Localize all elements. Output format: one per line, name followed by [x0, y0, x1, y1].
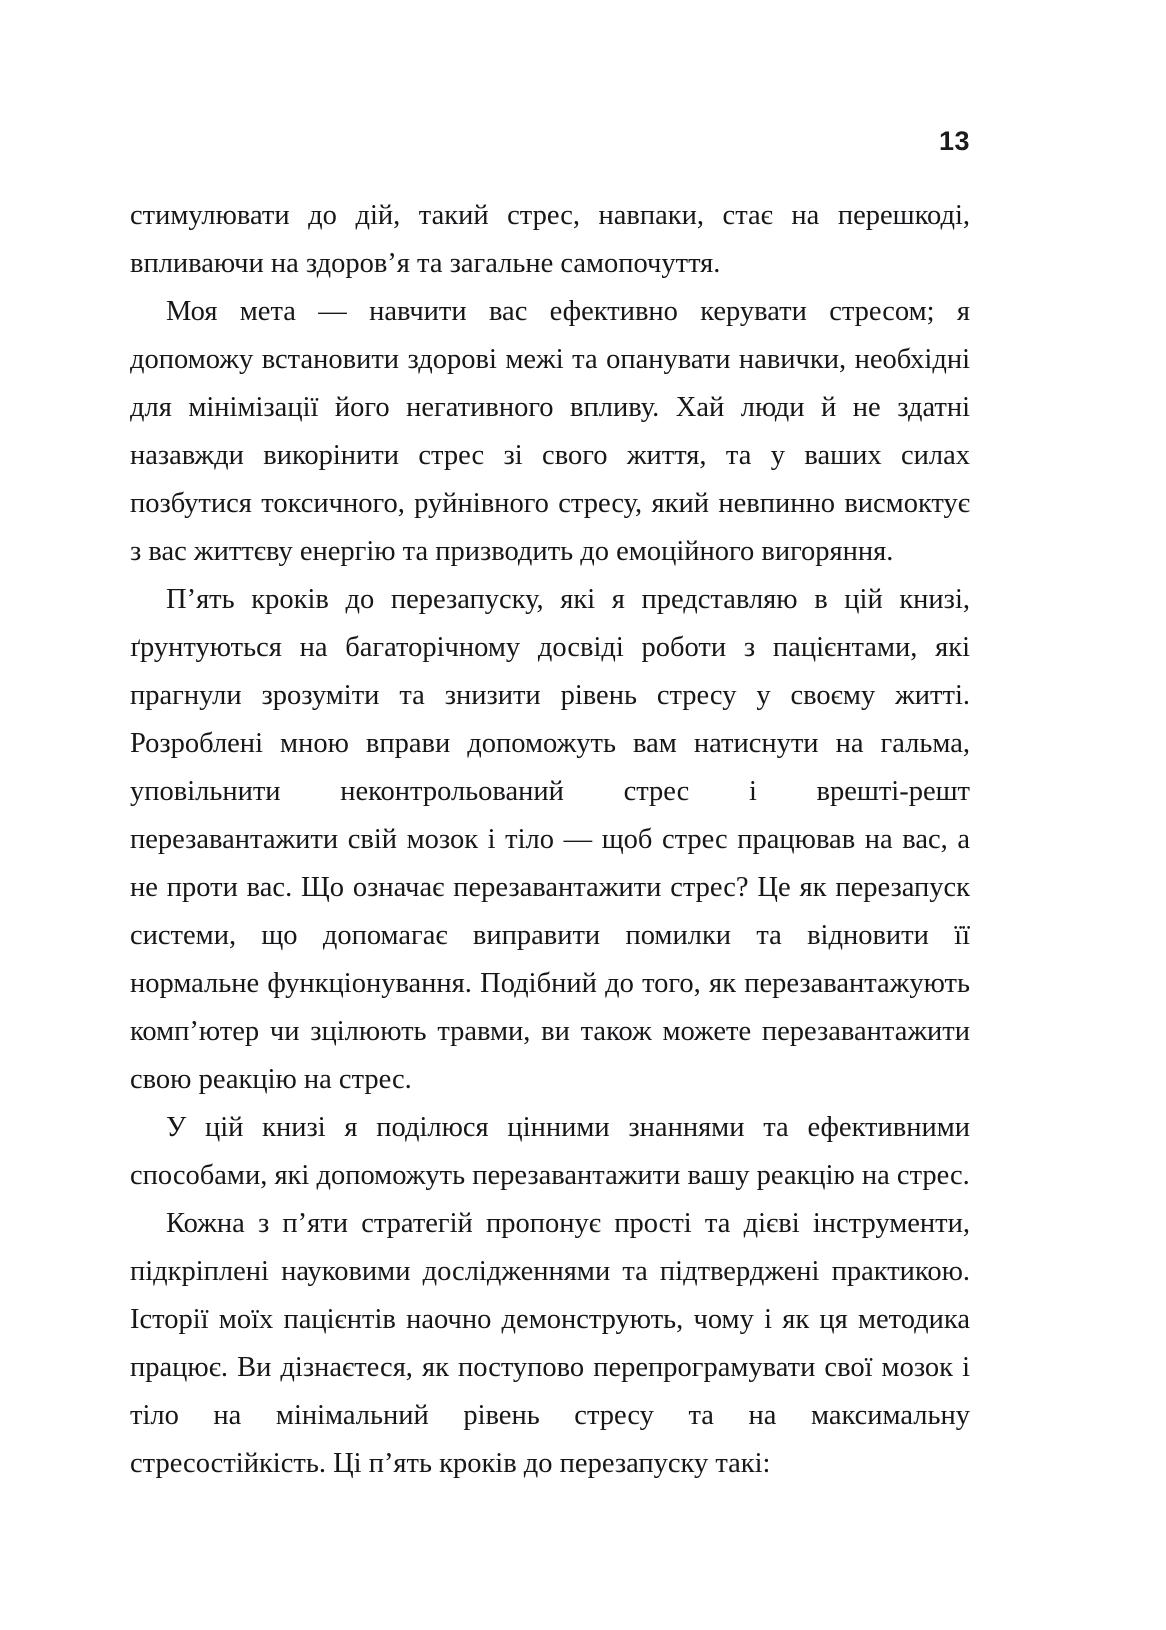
paragraph-continued: стимулювати до дій, такий стрес, навпаки, стає на перешкоді, впливаючи на здоров’я та загальне самопочуття.: [130, 200, 970, 279]
body-text-block: [130, 192, 970, 1488]
paragraph-five-steps: П’ять кроків до перезапуску, які я представляю в цій книзі, ґрунтуються на багаторічному досвіді роботи з пацієнтами, які прагнули зрозуміти та знизити рівень стресу у своєму житті. Розроблені мною вправи допоможуть вам натиснути на гальма, уповільнити неконтрольований стрес і врешті-решт перезавантажити свій мозок і тіло — щоб стрес працював на вас, а не проти вас. Що означає перезавантажити стрес? Це як перезапуск системи, що допомагає виправити помилки та відновити її нормальне функціонування. Подібний до того, як перезавантажують комп’ютер чи зцілюють травми, ви також можете перезавантажити свою реакцію на стрес.: [130, 584, 970, 1095]
page-number: 13: [938, 126, 970, 156]
paragraph-my-goal: Моя мета — навчити вас ефективно керувати стресом; я допоможу встановити здорові межі та опанувати навички, необхідні для мінімізації його негативного впливу. Хай люди й не здатні назавжди викорінити стрес зі свого життя, та у ваших силах позбутися токсичного, руйнівного стресу, який невпинно висмоктує з вас життєву енергію та призводить до емоційного вигоряння.: [130, 296, 970, 567]
paragraph-in-this-book: У цій книзі я поділюся цінними знаннями та ефективними способами, які допоможуть перезавантажити вашу реакцію на стрес.: [130, 1112, 970, 1191]
paragraph-each-strategy: Кожна з п’яти стратегій пропонує прості та дієві інструменти, підкріплені науковими дослідженнями та підтверджені практикою. Історії моїх пацієнтів наочно демонструють, чому і як ця методика працює. Ви дізнаєтеся, як поступово перепрограмувати свої мозок і тіло на мінімальний рівень стресу та на максимальну стресостійкість. Ці п’ять кроків до перезапуску такі:: [130, 1208, 970, 1479]
